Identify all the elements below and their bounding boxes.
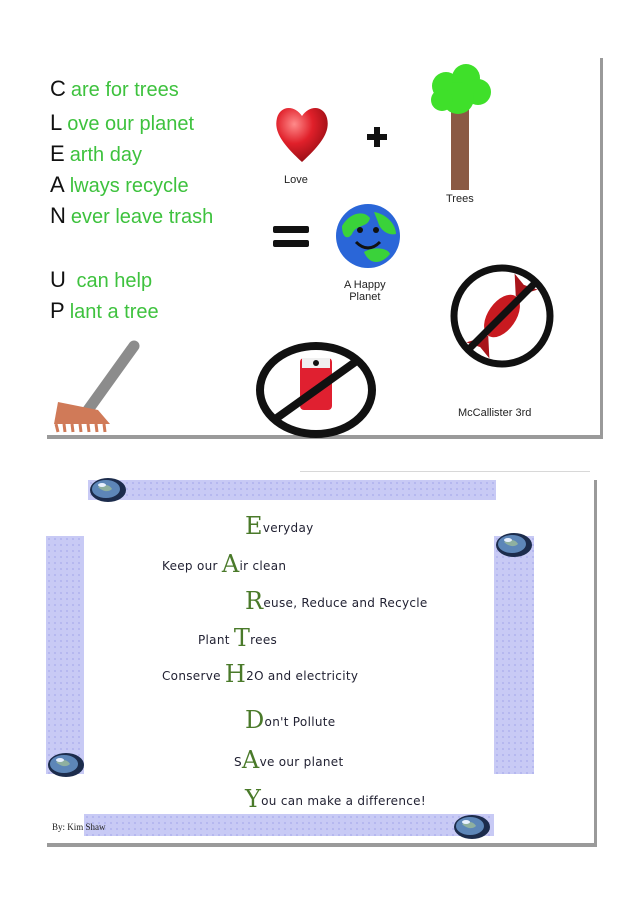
earth-letter: D [245, 706, 265, 734]
acrostic-letter: C [50, 76, 66, 101]
globe-icon [46, 752, 86, 778]
acrostic-line-a [50, 174, 189, 197]
caption-happy-planet-line1: A Happy [344, 279, 386, 291]
no-soda-can-icon [256, 340, 376, 434]
acrostic-line-e [50, 143, 142, 166]
acrostic-line-n [50, 205, 213, 228]
credit-mccallister: McCallister 3rd [458, 407, 532, 419]
earth-line-r [245, 587, 428, 615]
earth-line-d [245, 706, 335, 734]
top-decorative-bar [88, 480, 496, 500]
earth-line-post: on't Pollute [264, 715, 336, 729]
acrostic-text: can help [70, 270, 153, 292]
plus-icon [366, 126, 388, 148]
earth-letter: E [245, 512, 263, 540]
earth-line-a [162, 550, 286, 578]
earth-line-a2 [234, 746, 343, 774]
earth-letter: Y [245, 785, 262, 813]
right-decorative-bar [494, 536, 534, 774]
earth-line-post: ir clean [239, 559, 287, 573]
acrostic-line-c [50, 78, 179, 101]
acrostic-letter: U [50, 267, 66, 292]
acrostic-line-u [50, 269, 152, 292]
caption-happy-planet-line2: Planet [349, 291, 381, 303]
acrostic-line-p [50, 300, 159, 323]
acrostic-text: ever leave trash [70, 206, 214, 228]
divider-line [300, 471, 590, 472]
acrostic-text: are for trees [70, 79, 179, 101]
acrostic-letter: L [50, 110, 63, 135]
acrostic-text: arth day [69, 144, 142, 166]
caption-happy-planet [344, 279, 386, 303]
earth-line-post: ve our planet [259, 755, 344, 769]
clean-up-poster [44, 54, 600, 435]
globe-icon [452, 814, 492, 840]
acrostic-letter: N [50, 203, 66, 228]
heart-icon [274, 102, 330, 164]
globe-icon [494, 532, 534, 558]
acrostic-text: lant a tree [69, 301, 159, 323]
earth-letter: T [233, 624, 251, 652]
earth-line-h [162, 660, 358, 688]
earth-line-e [245, 512, 314, 540]
tree-icon [430, 64, 492, 192]
acrostic-letter: P [50, 298, 65, 323]
acrostic-line-l [50, 112, 194, 135]
earth-letter: A [221, 550, 240, 578]
earth-letter: H [224, 660, 247, 688]
caption-love: Love [284, 174, 308, 186]
earth-line-post: 2O and electricity [246, 669, 359, 683]
earth-line-post: euse, Reduce and Recycle [263, 596, 428, 610]
bottom-decorative-bar [84, 814, 494, 836]
acrostic-letter: A [50, 172, 65, 197]
acrostic-text: lways recycle [69, 175, 189, 197]
globe-icon [88, 477, 128, 503]
acrostic-text: ove our planet [67, 113, 195, 135]
left-decorative-bar [46, 536, 84, 774]
no-candy-icon [448, 262, 556, 370]
byline: By: Kim Shaw [52, 822, 106, 832]
earth-line-pre: S [234, 755, 242, 769]
earth-line-post: veryday [262, 521, 314, 535]
earth-letter: R [245, 587, 264, 615]
smiling-earth-icon [334, 202, 402, 270]
acrostic-letter: E [50, 141, 65, 166]
earth-line-y [245, 785, 426, 813]
earth-line-pre: Conserve [162, 669, 225, 683]
equals-icon [272, 224, 310, 250]
earth-line-pre: Plant [198, 633, 234, 647]
caption-trees: Trees [446, 193, 474, 205]
earth-line-post: rees [250, 633, 278, 647]
earth-line-post: ou can make a difference! [261, 794, 426, 808]
earth-line-pre: Keep our [162, 559, 222, 573]
earth-line-t [198, 624, 277, 652]
earth-letter: A [241, 746, 260, 774]
broom-icon [48, 340, 148, 432]
